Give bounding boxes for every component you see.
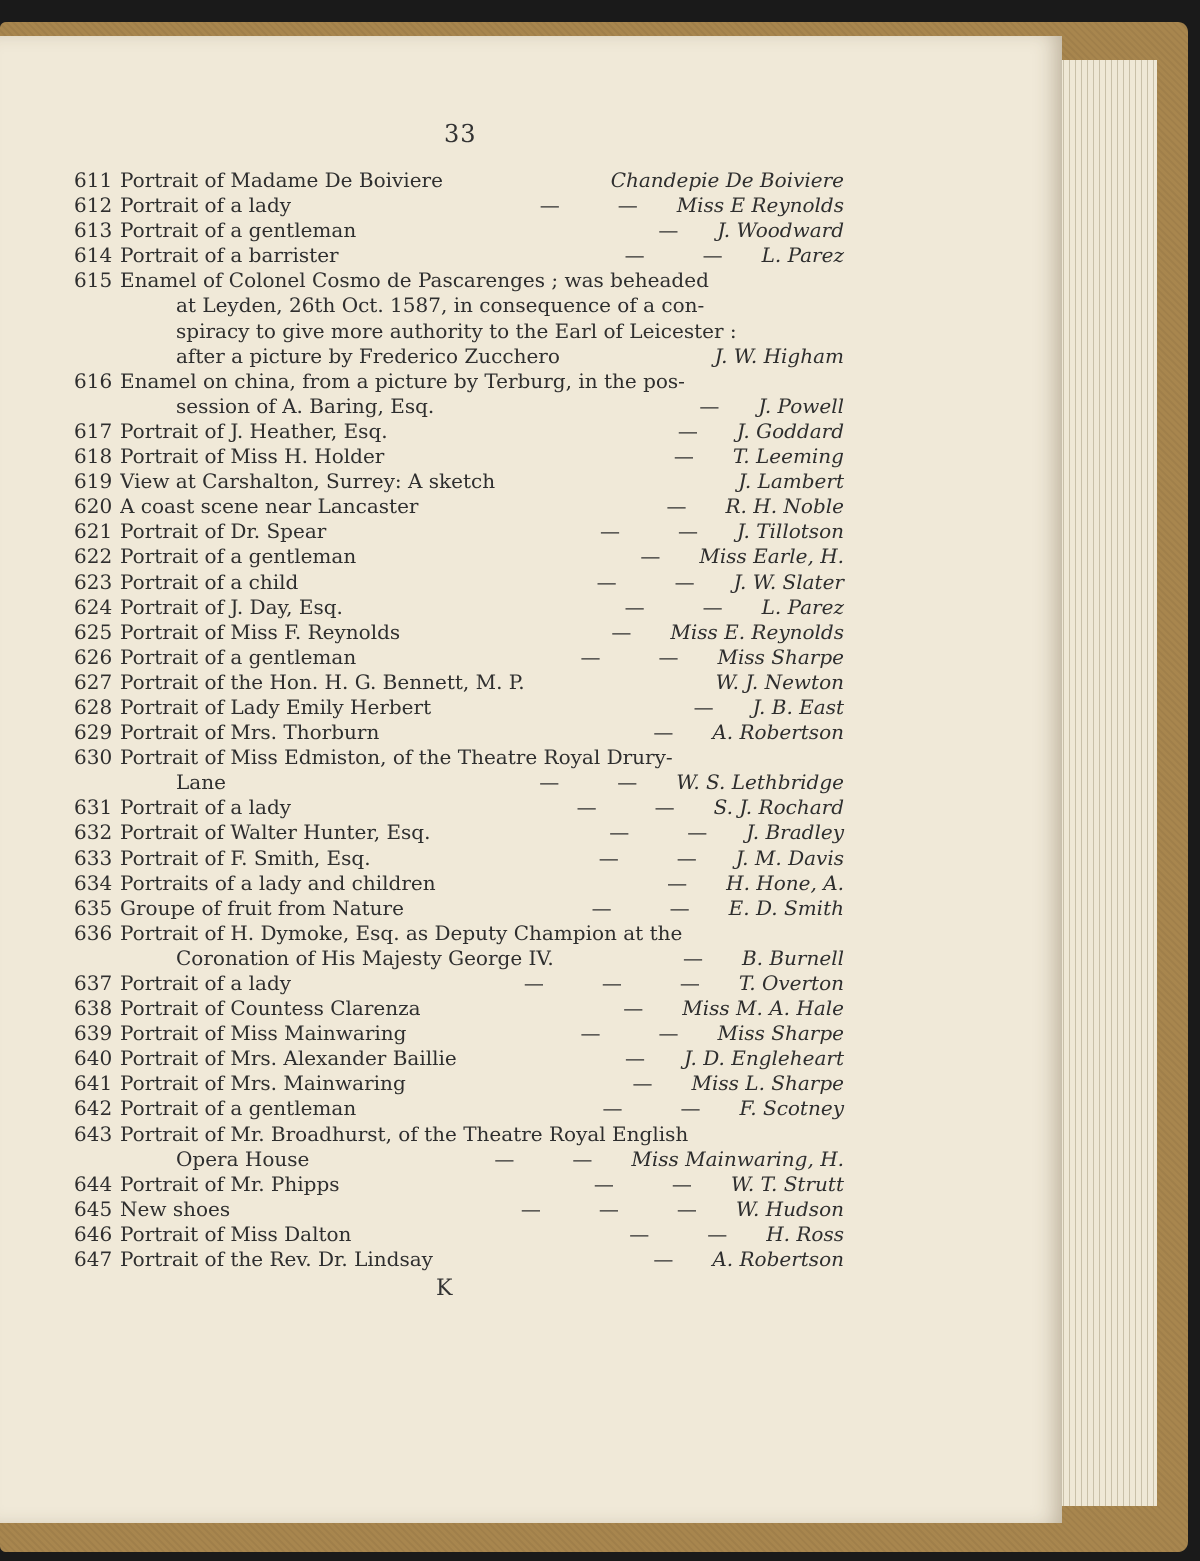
entry-artist: J. W. Higham xyxy=(714,343,844,368)
entry-number: 638 xyxy=(74,996,113,1021)
entry-title: Portrait of Mr. Broadhurst, of the Theatre Royal English xyxy=(120,1121,689,1146)
entry-artist: J. W. Slater xyxy=(733,569,844,594)
entry-dash: — xyxy=(623,996,644,1021)
entry-dash: — xyxy=(598,845,619,870)
entry-dash: — xyxy=(596,569,617,594)
catalogue-entry xyxy=(74,369,844,394)
entry-artist: J. D. Engleheart xyxy=(684,1046,844,1071)
entry-title: Portrait of Miss H. Holder xyxy=(120,444,385,469)
entry-dash: — xyxy=(671,1171,692,1196)
entry-number: 629 xyxy=(74,720,113,745)
entry-dash: — xyxy=(640,544,661,569)
page-number: 33 xyxy=(444,120,477,148)
entry-dash: — xyxy=(702,594,723,619)
entry-title: Portrait of Mrs. Alexander Baillie xyxy=(120,1046,457,1071)
entry-artist: F. Scotney xyxy=(739,1096,844,1121)
entry-dash: — xyxy=(678,519,699,544)
catalogue-entry xyxy=(74,218,844,243)
entry-title: Portrait of a lady xyxy=(120,795,292,820)
entry-artist: W. S. Lethbridge xyxy=(676,770,844,795)
entry-title: Portrait of H. Dymoke, Esq. as Deputy Champion at the xyxy=(120,920,683,945)
entry-dash: — xyxy=(580,644,601,669)
entry-dash: — xyxy=(601,971,622,995)
catalogue-entry-continuation xyxy=(74,1147,844,1172)
catalogue-entry xyxy=(74,1071,844,1096)
entry-artist: Miss Mainwaring, H. xyxy=(631,1146,844,1171)
entry-dash: — xyxy=(653,720,674,745)
catalogue-entry xyxy=(74,1172,844,1197)
entry-number: 636 xyxy=(74,920,113,945)
entry-number: 619 xyxy=(74,469,113,494)
entry-artist: J. B. East xyxy=(752,694,844,719)
entry-title: Portrait of Mrs. Thorburn xyxy=(120,720,380,745)
entry-number: 646 xyxy=(74,1221,113,1246)
entry-dash: — xyxy=(617,770,638,795)
entry-dash: — xyxy=(677,418,698,443)
entry-title: Portraits of a lady and children xyxy=(120,870,436,895)
entry-artist: R. H. Noble xyxy=(725,494,844,519)
entry-number: 642 xyxy=(74,1096,113,1121)
entry-title-continuation: after a picture by Frederico Zucchero xyxy=(176,343,560,368)
entry-dash: — xyxy=(658,644,679,669)
catalogue-entry xyxy=(74,544,844,569)
entry-dash: — xyxy=(674,569,695,594)
entry-number: 615 xyxy=(74,268,113,293)
entry-artist: Miss E. Reynolds xyxy=(670,619,844,644)
entry-dash: — xyxy=(609,820,630,845)
entry-artist: Miss Sharpe xyxy=(717,1021,844,1046)
entry-artist: H. Ross xyxy=(766,1221,844,1246)
entry-dash: — xyxy=(580,1021,601,1046)
entry-dash: — xyxy=(602,1096,623,1121)
entry-artist: J. Lambert xyxy=(738,469,844,494)
entry-artist: J. Powell xyxy=(758,393,844,418)
entry-number: 647 xyxy=(74,1247,113,1272)
entry-dash: — xyxy=(702,243,723,268)
entry-artist: J. M. Davis xyxy=(735,845,844,870)
entry-dash: — xyxy=(707,1221,728,1246)
entry-artist: T. Leeming xyxy=(732,444,844,469)
entry-number: 617 xyxy=(74,418,113,443)
entry-title: Portrait of a gentleman xyxy=(120,1096,357,1121)
entry-artist: Miss E Reynolds xyxy=(676,193,844,218)
catalogue-entry xyxy=(74,1247,844,1272)
catalogue-entry xyxy=(74,871,844,896)
entry-artist: L. Parez xyxy=(761,243,844,268)
entry-title: A coast scene near Lancaster xyxy=(120,494,419,519)
entry-dash: — xyxy=(693,694,714,719)
entry-title: Portrait of Walter Hunter, Esq. xyxy=(120,820,431,845)
catalogue-entry xyxy=(74,444,844,469)
entry-artist: W. T. Strutt xyxy=(730,1171,844,1196)
entry-number: 621 xyxy=(74,519,113,544)
entry-dash: — xyxy=(494,1146,515,1171)
entry-title: Portrait of a lady xyxy=(120,193,292,218)
catalogue-entries xyxy=(74,168,844,1272)
entry-dash: — xyxy=(673,444,694,469)
entry-number: 620 xyxy=(74,494,113,519)
entry-dash: — xyxy=(591,895,612,920)
entry-number: 645 xyxy=(74,1196,113,1221)
entry-artist: Miss M. A. Hale xyxy=(682,996,844,1021)
entry-artist: W. J. Newton xyxy=(715,669,844,694)
signature-mark: K xyxy=(436,1276,453,1301)
entry-number: 626 xyxy=(74,644,113,669)
entry-dash: — xyxy=(687,820,708,845)
entry-number: 639 xyxy=(74,1021,113,1046)
catalogue-entry xyxy=(74,720,844,745)
catalogue-entry xyxy=(74,595,844,620)
entry-dash: — xyxy=(699,393,720,418)
entry-title: New shoes xyxy=(120,1196,231,1221)
entry-number: 637 xyxy=(74,971,113,995)
entry-number: 632 xyxy=(74,820,113,845)
entry-dash: — xyxy=(679,971,700,995)
entry-artist: A. Robertson xyxy=(712,1247,844,1272)
entry-number: 634 xyxy=(74,870,113,895)
catalogue-entry xyxy=(74,921,844,946)
entry-dash: — xyxy=(539,193,560,218)
catalogue-entry xyxy=(74,645,844,670)
entry-number: 627 xyxy=(74,669,113,694)
entry-dash: — xyxy=(617,193,638,218)
entry-title-continuation: Coronation of His Majesty George IV. xyxy=(176,945,554,970)
entry-artist: Miss Sharpe xyxy=(717,644,844,669)
catalogue-entry xyxy=(74,193,844,218)
entry-number: 612 xyxy=(74,193,113,218)
catalogue-entry xyxy=(74,971,844,996)
entry-number: 644 xyxy=(74,1171,113,1196)
entry-artist: H. Hone, A. xyxy=(726,870,844,895)
entry-title: Portrait of F. Smith, Esq. xyxy=(120,845,371,870)
entry-title: Portrait of Mrs. Mainwaring xyxy=(120,1071,406,1096)
entry-dash: — xyxy=(680,1096,701,1121)
entry-artist: J. Tillotson xyxy=(737,519,844,544)
entry-artist: A. Robertson xyxy=(712,720,844,745)
catalogue-entry xyxy=(74,896,844,921)
entry-dash: — xyxy=(667,870,688,895)
entry-artist: Miss Earle, H. xyxy=(699,544,844,569)
entry-dash: — xyxy=(611,619,632,644)
entry-dash: — xyxy=(632,1071,653,1096)
entry-dash: — xyxy=(654,795,675,820)
entry-dash: — xyxy=(625,1046,646,1071)
entry-title: Portrait of the Hon. H. G. Bennett, M. P. xyxy=(120,669,525,694)
entry-artist: E. D. Smith xyxy=(728,895,844,920)
catalogue-entry xyxy=(74,168,844,193)
entry-artist: J. Woodward xyxy=(717,218,844,243)
entry-title: Portrait of Miss Edmiston, of the Theatre Royal Drury- xyxy=(120,745,673,770)
entry-title: View at Carshalton, Surrey: A sketch xyxy=(120,469,496,494)
entry-title: Enamel on china, from a picture by Terburg, in the pos- xyxy=(120,368,685,393)
catalogue-entry xyxy=(74,620,844,645)
entry-dash: — xyxy=(523,971,544,995)
entry-dash: — xyxy=(666,494,687,519)
entry-artist: T. Overton xyxy=(738,971,844,995)
entry-title: Enamel of Colonel Cosmo de Pascarenges ; was beheaded xyxy=(120,268,709,293)
entry-dash: — xyxy=(576,795,597,820)
entry-number: 611 xyxy=(74,168,113,192)
entry-dash: — xyxy=(600,519,621,544)
entry-title: Portrait of a barrister xyxy=(120,243,339,268)
entry-title-continuation: Opera House xyxy=(176,1146,310,1171)
entry-dash: — xyxy=(572,1146,593,1171)
entry-dash: — xyxy=(676,1196,697,1221)
catalogue-entry xyxy=(74,1046,844,1071)
catalogue-entry xyxy=(74,846,844,871)
entry-number: 631 xyxy=(74,795,113,820)
catalogue-entry xyxy=(74,1197,844,1222)
entry-number: 624 xyxy=(74,594,113,619)
entry-title: Portrait of a child xyxy=(120,569,299,594)
entry-artist: J. Bradley xyxy=(746,820,844,845)
entry-number: 633 xyxy=(74,845,113,870)
catalogue-entry xyxy=(74,670,844,695)
entry-title: Portrait of Mr. Phipps xyxy=(120,1171,340,1196)
catalogue-entry-continuation xyxy=(74,293,844,318)
entry-number: 613 xyxy=(74,218,113,243)
entry-dash: — xyxy=(658,1021,679,1046)
entry-number: 640 xyxy=(74,1046,113,1071)
entry-number: 635 xyxy=(74,895,113,920)
entry-dash: — xyxy=(682,945,703,970)
catalogue-entry xyxy=(74,996,844,1021)
entry-artist: B. Burnell xyxy=(741,945,844,970)
entry-artist: Miss L. Sharpe xyxy=(691,1071,844,1096)
entry-number: 618 xyxy=(74,444,113,469)
catalogue-entry xyxy=(74,1096,844,1121)
entry-title-continuation: spiracy to give more authority to the Earl of Leicester : xyxy=(176,318,737,343)
entry-dash: — xyxy=(669,895,690,920)
catalogue-entry xyxy=(74,243,844,268)
catalogue-entry xyxy=(74,419,844,444)
entry-title: Portrait of Miss F. Reynolds xyxy=(120,619,401,644)
entry-dash: — xyxy=(520,1196,541,1221)
catalogue-entry xyxy=(74,695,844,720)
entry-artist: W. Hudson xyxy=(735,1196,844,1221)
entry-title: Groupe of fruit from Nature xyxy=(120,895,404,920)
entry-number: 643 xyxy=(74,1121,113,1146)
entry-artist: Chandepie De Boiviere xyxy=(610,168,844,192)
entry-artist: J. Goddard xyxy=(736,418,844,443)
entry-title-continuation: Lane xyxy=(176,770,226,795)
entry-number: 630 xyxy=(74,745,113,770)
catalogue-entry-continuation xyxy=(74,344,844,369)
entry-number: 622 xyxy=(74,544,113,569)
entry-title: Portrait of Countess Clarenza xyxy=(120,996,421,1021)
entry-title: Portrait of Miss Dalton xyxy=(120,1221,352,1246)
catalogue-entry-continuation xyxy=(74,946,844,971)
entry-number: 623 xyxy=(74,569,113,594)
entry-dash: — xyxy=(593,1171,614,1196)
entry-dash: — xyxy=(629,1221,650,1246)
entry-dash: — xyxy=(676,845,697,870)
entry-number: 614 xyxy=(74,243,113,268)
entry-title: Portrait of a gentleman xyxy=(120,544,357,569)
catalogue-entry xyxy=(74,1222,844,1247)
catalogue-entry xyxy=(74,745,844,770)
entry-artist: L. Parez xyxy=(761,594,844,619)
entry-title: Portrait of the Rev. Dr. Lindsay xyxy=(120,1247,433,1272)
catalogue-entry xyxy=(74,1122,844,1147)
entry-dash: — xyxy=(598,1196,619,1221)
entry-number: 641 xyxy=(74,1071,113,1096)
catalogue-entry xyxy=(74,1021,844,1046)
catalogue-entry-continuation xyxy=(74,394,844,419)
catalogue-entry xyxy=(74,268,844,293)
entry-title: Portrait of Miss Mainwaring xyxy=(120,1021,407,1046)
entry-dash: — xyxy=(653,1247,674,1272)
entry-number: 628 xyxy=(74,694,113,719)
entry-title-continuation: at Leyden, 26th Oct. 1587, in consequence of a con- xyxy=(176,293,705,318)
entry-dash: — xyxy=(539,770,560,795)
entry-title: Portrait of J. Heather, Esq. xyxy=(120,418,388,443)
catalogue-entry xyxy=(74,469,844,494)
catalogue-entry xyxy=(74,519,844,544)
catalogue-entry-continuation xyxy=(74,770,844,795)
entry-title: Portrait of Lady Emily Herbert xyxy=(120,694,432,719)
entry-number: 625 xyxy=(74,619,113,644)
catalogue-entry xyxy=(74,570,844,595)
entry-dash: — xyxy=(658,218,679,243)
entry-dash: — xyxy=(624,594,645,619)
entry-title: Portrait of J. Day, Esq. xyxy=(120,594,343,619)
entry-dash: — xyxy=(624,243,645,268)
entry-title: Portrait of a gentleman xyxy=(120,218,357,243)
entry-artist: S. J. Rochard xyxy=(713,795,844,820)
entry-title: Portrait of Madame De Boiviere xyxy=(120,168,443,192)
entry-title-continuation: session of A. Baring, Esq. xyxy=(176,393,435,418)
entry-title: Portrait of a gentleman xyxy=(120,644,357,669)
entry-title: Portrait of a lady xyxy=(120,971,292,995)
catalogue-entry xyxy=(74,795,844,820)
catalogue-entry xyxy=(74,494,844,519)
entry-title: Portrait of Dr. Spear xyxy=(120,519,327,544)
entry-number: 616 xyxy=(74,368,113,393)
catalogue-entry xyxy=(74,820,844,845)
catalogue-entry-continuation xyxy=(74,319,844,344)
